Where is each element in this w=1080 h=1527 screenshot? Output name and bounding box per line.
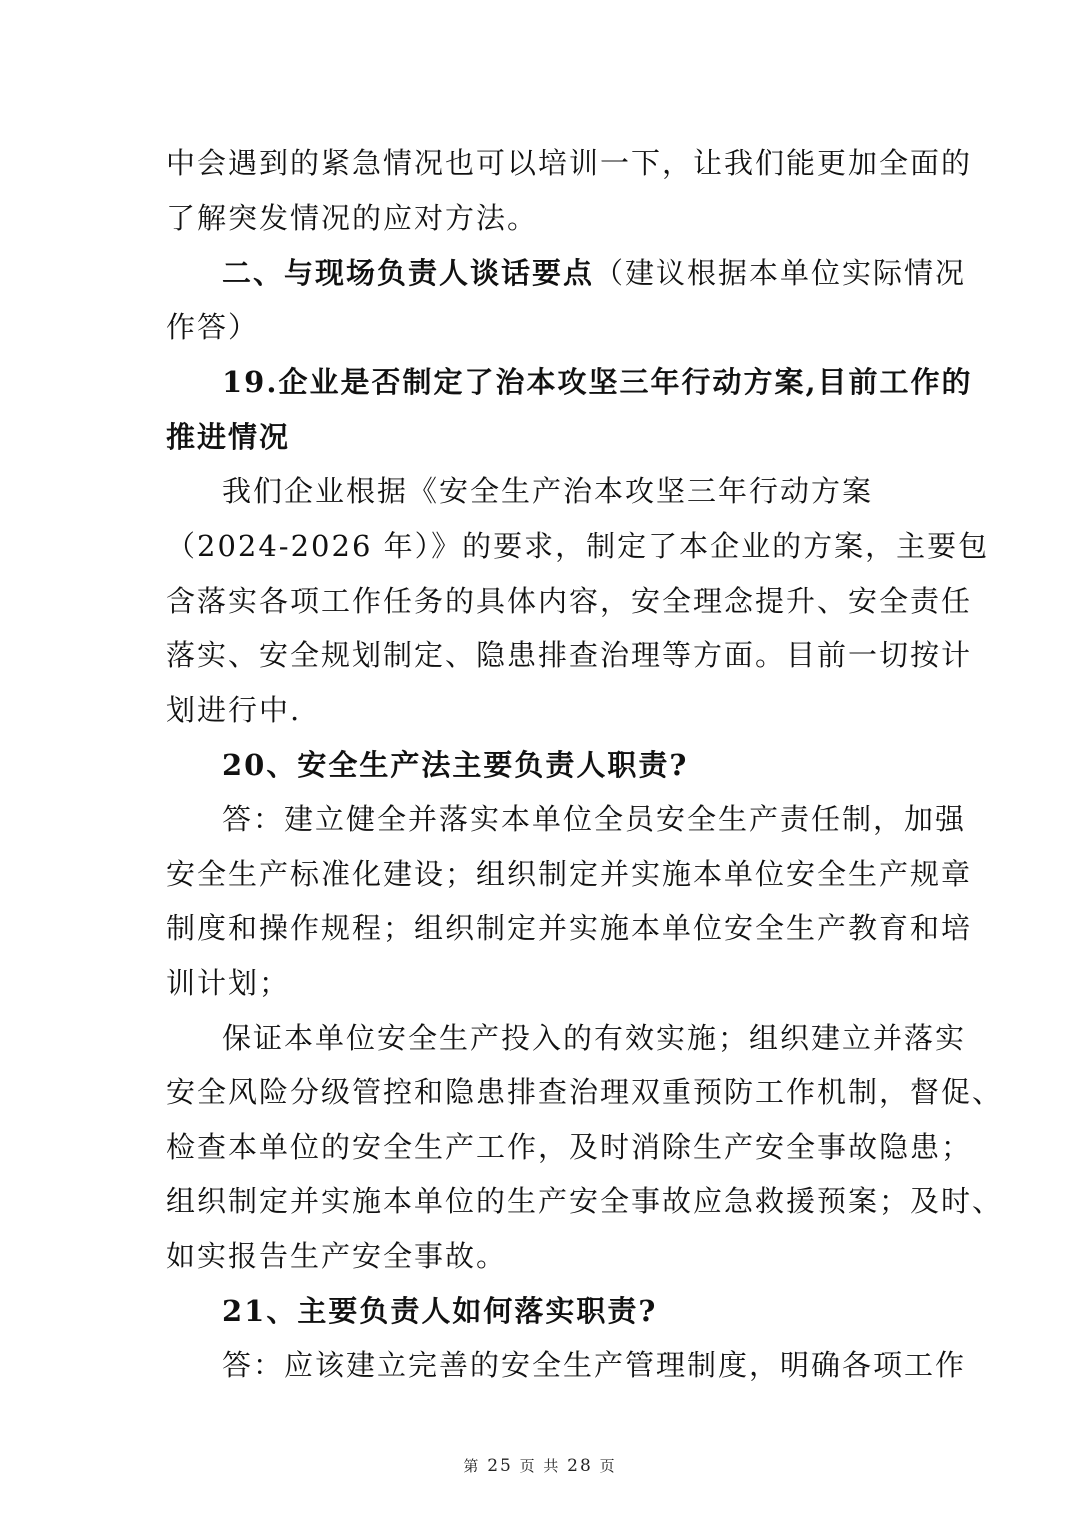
answer-20-line-7: 检查本单位的安全生产工作，及时消除生产安全事故隐患；: [166, 1130, 973, 1164]
question-19: 19.企业是否制定了治本攻坚三年行动方案,目前工作的: [222, 365, 973, 399]
footer-middle: 页 共: [519, 1457, 561, 1475]
answer-20-line-1: 答：建立健全并落实本单位全员安全生产责任制，加强: [222, 802, 967, 836]
answer-20-line-4: 训计划；: [166, 966, 291, 1000]
body-line-1: 中会遇到的紧急情况也可以培训一下，让我们能更加全面的: [166, 146, 973, 180]
answer-19-line-4: 落实、安全规划制定、隐患排查治理等方面。目前一切按计: [166, 638, 973, 672]
body-line-2: 了解突发情况的应对方法。: [166, 201, 539, 235]
answer-19-line-1: 我们企业根据《安全生产治本攻坚三年行动方案: [222, 474, 874, 508]
section-heading-title: 二、与现场负责人谈话要点: [222, 256, 595, 290]
answer-21-line-1: 答：应该建立完善的安全生产管理制度，明确各项工作: [222, 1348, 967, 1382]
footer-current-page: 25: [487, 1456, 513, 1476]
answer-19-line-2: （2024-2026 年）》的要求，制定了本企业的方案，主要包: [166, 529, 990, 563]
answer-20-line-6: 安全风险分级管控和隐患排查治理双重预防工作机制，督促、: [166, 1075, 1004, 1109]
answer-20-line-9: 如实报告生产安全事故。: [166, 1239, 508, 1273]
footer-total-pages: 28: [567, 1456, 593, 1476]
answer-20-line-3: 制度和操作规程；组织制定并实施本单位安全生产教育和培: [166, 911, 973, 945]
answer-19-line-5: 划进行中.: [166, 693, 302, 727]
answer-20-line-5: 保证本单位安全生产投入的有效实施；组织建立并落实: [222, 1021, 967, 1055]
answer-19-line-3: 含落实各项工作任务的具体内容，安全理念提升、安全责任: [166, 584, 973, 618]
answer-20-line-8: 组织制定并实施本单位的生产安全事故应急救援预案；及时、: [166, 1184, 1004, 1218]
answer-20-line-2: 安全生产标准化建设；组织制定并实施本单位安全生产规章: [166, 857, 973, 891]
footer-suffix: 页: [599, 1457, 617, 1475]
question-19-end: 推进情况: [166, 420, 291, 454]
section-heading: [222, 253, 967, 293]
question-21: 21、主要负责人如何落实职责?: [222, 1294, 658, 1328]
section-heading-note-end: 作答）: [166, 310, 260, 344]
question-20: 20、安全生产法主要负责人职责?: [222, 748, 689, 782]
section-heading-note: （建议根据本单位实际情况: [594, 256, 967, 290]
page-footer: [0, 1456, 1080, 1476]
footer-prefix: 第: [463, 1457, 481, 1475]
